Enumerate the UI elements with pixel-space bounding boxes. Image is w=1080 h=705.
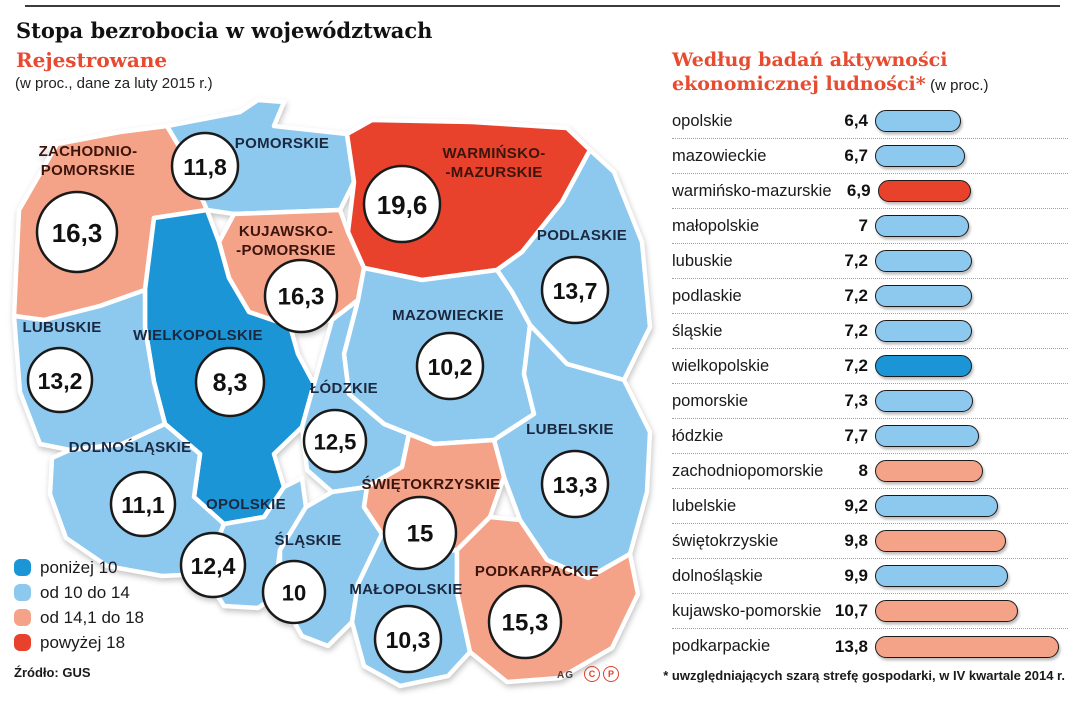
chart-row-value: 9,9 [844, 566, 868, 585]
chart-row [672, 629, 1068, 664]
chart-bar [875, 320, 972, 342]
map-value-opolskie: 12,4 [190, 553, 236, 579]
chart-row-label: śląskie [672, 321, 723, 340]
chart-row [672, 349, 1068, 384]
map-value-pomorskie: 11,8 [183, 154, 227, 180]
chart-row-value: 8 [858, 461, 868, 480]
chart-row-label: małopolskie [672, 216, 760, 235]
legend-label: poniżej 10 [40, 557, 118, 577]
map-value-podkarpackie: 15,3 [501, 609, 549, 637]
legend-item-above18 [14, 630, 144, 655]
chart-row-value: 6,4 [844, 111, 868, 130]
map-value-wielkopolskie: 8,3 [212, 369, 248, 397]
map-region-label-opolskie: OPOLSKIE [206, 496, 286, 513]
map-region-label-podlaskie: PODLASKIE [536, 227, 628, 244]
chart-title-note: (w proc.) [930, 77, 989, 94]
chart-bar [875, 355, 972, 377]
legend-item-from14to18 [14, 605, 144, 630]
legend-label: od 10 do 14 [40, 582, 130, 602]
legend-item-below10 [14, 555, 144, 580]
map-region-label-slaskie: ŚLĄSKIE [274, 532, 342, 549]
legend-swatch [14, 559, 31, 576]
chart-bar [875, 460, 983, 482]
legend-label: od 14,1 do 18 [40, 607, 144, 627]
map-value-zachodniopomorskie: 16,3 [51, 218, 103, 248]
chart-row [672, 244, 1068, 279]
map-region-label-swietokrzyskie: ŚWIĘTOKRZYSKIE [361, 476, 501, 493]
chart-bar [875, 110, 961, 132]
legend-label: powyżej 18 [40, 632, 126, 652]
legend-item-from10to14 [14, 580, 144, 605]
chart-row-value: 6,9 [846, 181, 871, 200]
page-title: Stopa bezrobocia w województwach [16, 18, 433, 43]
map-section-subtitle: (w proc., dane za luty 2015 r.) [15, 75, 213, 92]
chart-bar [875, 390, 973, 412]
map-value-lubelskie: 13,3 [552, 472, 598, 498]
chart-row [672, 594, 1068, 629]
chart-row-value: 7,2 [844, 286, 868, 305]
chart-row [672, 209, 1068, 244]
chart-bar [875, 495, 998, 517]
source-label: Źródło: GUS [14, 665, 91, 680]
chart-row-value: 10,7 [834, 601, 868, 620]
chart-row [672, 419, 1068, 454]
chart-bar [875, 250, 972, 272]
chart-title: Według badań aktywności ekonomicznej ludności* [672, 49, 948, 95]
chart-row-label: warmińsko-mazurskie [672, 181, 832, 200]
chart-row-label: podlaskie [672, 286, 742, 305]
chart-row-label: pomorskie [672, 391, 749, 410]
legend-swatch [14, 584, 31, 601]
map-value-mazowieckie: 10,2 [427, 354, 473, 380]
chart-row-label: wielkopolskie [672, 356, 770, 375]
chart-row [672, 384, 1068, 419]
map-region-label-lubuskie: LUBUSKIE [22, 319, 102, 336]
chart-bar [878, 180, 971, 202]
chart-row-value: 7,2 [844, 251, 868, 270]
chart-bar [875, 636, 1059, 658]
chart-row-label: zachodniopomorskie [672, 461, 824, 480]
map-region-label-kujawsko-pomorskie: KUJAWSKO--POMORSKIE [236, 223, 336, 259]
chart-bar [875, 600, 1018, 622]
chart-row-label: łódzkie [672, 426, 724, 445]
chart-row-value: 7,2 [844, 321, 868, 340]
chart-row [672, 314, 1068, 349]
map-value-dolnoslaskie: 11,1 [121, 492, 165, 518]
chart-bar [875, 285, 972, 307]
chart-row [672, 559, 1068, 594]
chart-row-label: dolnośląskie [672, 566, 763, 585]
map-region-label-zachodniopomorskie: ZACHODNIO-POMORSKIE [38, 143, 138, 179]
map-region-label-lodzkie: ŁÓDZKIE [310, 380, 378, 397]
chart-row-value: 7 [858, 216, 868, 235]
map-value-swietokrzyskie: 15 [406, 520, 434, 548]
chart-row-value: 7,2 [844, 356, 868, 375]
chart-row [672, 174, 1068, 209]
chart-row-value: 9,2 [844, 496, 868, 515]
chart-row [672, 104, 1068, 139]
chart-bar [875, 425, 979, 447]
chart-row [672, 489, 1068, 524]
chart-footnote: * uwzględniających szarą strefę gospodarki, w IV kwartale 2014 r. [663, 668, 1065, 683]
chart-row-label: kujawsko-pomorskie [672, 601, 822, 620]
credit-label: AG [557, 670, 574, 681]
chart-row-label: mazowieckie [672, 146, 767, 165]
map-value-kujawsko-pomorskie: 16,3 [277, 283, 325, 311]
map-region-label-podkarpackie: PODKARPACKIE [474, 563, 600, 580]
phonogram-icon: P [603, 666, 619, 682]
chart-row-value: 7,3 [844, 391, 868, 410]
chart-bar [875, 215, 969, 237]
chart-row-label: świętokrzyskie [672, 531, 779, 550]
chart-row-value: 7,7 [844, 426, 868, 445]
map-region-label-pomorskie: POMORSKIE [234, 135, 330, 152]
chart-row [672, 524, 1068, 559]
map-region-label-lubelskie: LUBELSKIE [526, 421, 614, 438]
chart-row-label: lubelskie [672, 496, 737, 515]
chart-row-value: 6,7 [844, 146, 868, 165]
map-region-label-mazowieckie: MAZOWIECKIE [392, 307, 504, 324]
chart-bar [875, 145, 965, 167]
map-region-label-warminsko-mazurskie: WARMIŃSKO--MAZURSKIE [442, 145, 546, 181]
legend-swatch [14, 609, 31, 626]
map-region-label-wielkopolskie: WIELKOPOLSKIE [133, 327, 263, 344]
map-value-warminsko-mazurskie: 19,6 [376, 190, 428, 220]
chart-row-value: 13,8 [834, 636, 868, 656]
map-section-title: Rejestrowane [16, 48, 168, 72]
map-legend [14, 555, 144, 655]
chart-row-label: lubuskie [672, 251, 733, 270]
bael-chart-header [672, 48, 1068, 96]
chart-row-label: opolskie [672, 111, 733, 130]
copyright-icon: C [584, 666, 600, 682]
chart-row [672, 139, 1068, 174]
map-region-label-malopolskie: MAŁOPOLSKIE [349, 581, 463, 598]
chart-row [672, 454, 1068, 489]
map-region-label-dolnoslaskie: DOLNOŚLĄSKIE [68, 439, 192, 456]
map-value-lubuskie: 13,2 [37, 368, 83, 394]
chart-row-value: 9,8 [844, 531, 868, 550]
map-value-slaskie: 10 [281, 580, 307, 606]
chart-bar [875, 530, 1006, 552]
chart-row-label: podkarpackie [672, 637, 771, 655]
map-value-podlaskie: 13,7 [552, 278, 598, 304]
bael-bar-chart [672, 104, 1068, 664]
map-value-lodzkie: 12,5 [313, 429, 357, 455]
chart-row [672, 279, 1068, 314]
legend-swatch [14, 634, 31, 651]
chart-bar [875, 565, 1008, 587]
map-value-malopolskie: 10,3 [385, 627, 431, 653]
top-divider [25, 5, 1060, 7]
